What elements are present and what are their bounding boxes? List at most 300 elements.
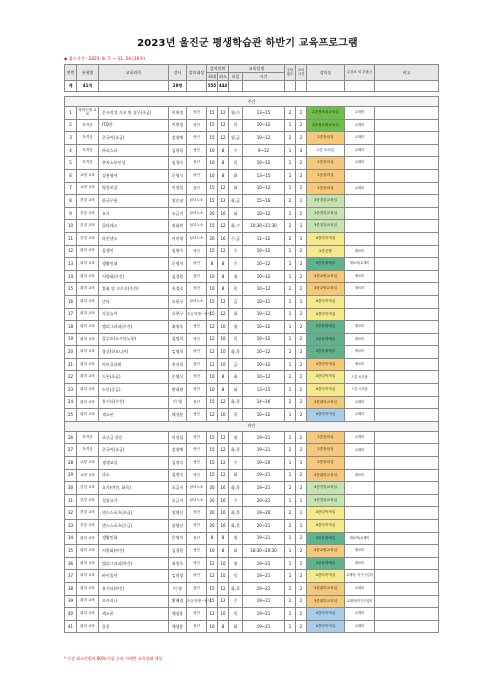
row-max: 12 [207, 570, 218, 583]
row-day: 목 [229, 157, 243, 170]
row-note [375, 182, 439, 195]
row-no: 28 [65, 457, 77, 470]
row-fee: 재료비 [345, 469, 375, 482]
row-hours: 2 [296, 333, 307, 346]
row-fee: 교재비 [345, 107, 375, 120]
row-min: 12 [218, 220, 229, 233]
row-note [375, 620, 439, 633]
row-name: 난타 [99, 295, 169, 308]
row-fee: 드론 소모품 [345, 384, 375, 397]
row-hours: 3 [296, 144, 307, 157]
row-no: 35 [65, 545, 77, 558]
row-type: 취미 교육 [77, 396, 99, 409]
row-target: 성인 [187, 396, 207, 409]
row-room: 4층다목적실 [307, 620, 345, 633]
row-hours: 2 [296, 283, 307, 296]
row-weekly: 1 [285, 144, 296, 157]
row-day: 화 [229, 182, 243, 195]
row-name: 다도 [99, 469, 169, 482]
row-day: 화,금 [229, 195, 243, 208]
row-time: 14~16 [243, 396, 285, 409]
row-max: 15 [207, 469, 218, 482]
program-table [64, 64, 439, 633]
row-note [375, 333, 439, 346]
row-day: 화 [229, 620, 243, 633]
row-weekly: 1 [285, 608, 296, 621]
row-day: 화 [229, 384, 243, 397]
row-target: 성인 [187, 346, 207, 359]
row-day: 목 [229, 570, 243, 583]
row-note [375, 371, 439, 384]
row-target: 남녀노소 [187, 195, 207, 208]
row-type: 취미 교육 [77, 308, 99, 321]
row-teacher: 이 영 [169, 582, 187, 595]
row-type: 취미 교육 [77, 295, 99, 308]
header-type: 유형별 [77, 65, 99, 81]
row-min: 8 [218, 157, 229, 170]
row-target: 성인 [187, 333, 207, 346]
row-fee: 교재비 [345, 182, 375, 195]
row-weekly: 1 [285, 169, 296, 182]
row-day: 화,목 [229, 346, 243, 359]
row-hours: 1 [296, 295, 307, 308]
row-time: 10~12 [243, 258, 285, 271]
row-type: 취미 교육 [77, 321, 99, 334]
row-teacher: 이미영 [169, 232, 187, 245]
row-teacher: 문영식 [169, 169, 187, 182]
row-fee: 교재비 [345, 144, 375, 157]
row-max: 15 [207, 195, 218, 208]
row-name: 생활민화 [99, 258, 169, 271]
row-no: 9 [65, 207, 77, 220]
day-rows [65, 107, 439, 422]
row-teacher: 오금지 [169, 482, 187, 495]
row-room: 2층강의실 [307, 132, 345, 145]
page-title: 2023년 울진군 평생학습관 하반기 교육프로그램 [137, 38, 358, 49]
row-time: 10~12 [243, 245, 285, 258]
row-name: 휴화 및 크로키(주간) [99, 283, 169, 296]
row-max: 12 [207, 358, 218, 371]
row-max: 15 [207, 107, 218, 120]
row-fee: 재료비 [345, 358, 375, 371]
row-type: 취미 교육 [77, 595, 99, 608]
row-hours: 2 [296, 396, 307, 409]
table-row [65, 333, 439, 346]
table-row [65, 396, 439, 409]
row-note [375, 482, 439, 495]
row-time: 19~21 [243, 595, 285, 608]
row-time: 19~21 [243, 482, 285, 495]
table-row [65, 494, 439, 507]
row-hours: 1 [296, 195, 307, 208]
table-row [65, 545, 439, 558]
row-fee: 재료비/교재비 [345, 258, 375, 271]
row-room: 3층취미교육실 [307, 396, 345, 409]
row-no: 23 [65, 384, 77, 397]
row-weekly: 1 [285, 258, 296, 271]
row-room: 2층공방 [307, 245, 345, 258]
row-time: 10~12 [243, 270, 285, 283]
row-no: 5 [65, 157, 77, 170]
row-min: 8 [218, 532, 229, 545]
row-teacher: 최정욱 [169, 321, 187, 334]
row-time: 9~12 [243, 144, 285, 157]
row-max: 15 [207, 396, 218, 409]
row-max: 8 [207, 532, 218, 545]
row-type: 건강 교육 [77, 220, 99, 233]
row-teacher: 오현구 [169, 295, 187, 308]
row-type: 취미 교육 [77, 270, 99, 283]
row-note [375, 283, 439, 296]
row-weekly: 2 [285, 444, 296, 457]
row-fee [345, 482, 375, 495]
row-hours: 2 [296, 371, 307, 384]
row-min: 16 [218, 232, 229, 245]
row-weekly: 1 [285, 545, 296, 558]
table-row [65, 258, 439, 271]
row-teacher: 장향매 [169, 444, 187, 457]
row-no: 26 [65, 431, 77, 444]
row-hours: 1 [296, 520, 307, 533]
row-teacher: 채성용 [169, 409, 187, 422]
row-time: 19~21 [243, 532, 285, 545]
row-min: 16 [218, 520, 229, 533]
row-no: 34 [65, 532, 77, 545]
row-note [375, 532, 439, 545]
row-fee [345, 195, 375, 208]
row-name: 바리스타 [99, 144, 169, 157]
row-min: 12 [218, 431, 229, 444]
row-room: 3층취미교육실 [307, 582, 345, 595]
row-target: 성인 [187, 520, 207, 533]
section-night-row [65, 421, 439, 431]
row-hours: 2 [296, 270, 307, 283]
row-day: 화 [229, 207, 243, 220]
row-room: 1층 조리실 [307, 144, 345, 157]
row-max: 15 [207, 431, 218, 444]
row-target: 성인 [187, 358, 207, 371]
row-hours: 2 [296, 157, 307, 170]
row-target: 남녀노소 [187, 220, 207, 233]
row-teacher: 이 영 [169, 396, 187, 409]
row-time: 19~21 [243, 469, 285, 482]
footnote: * 수강 최소인원의 80% 이상 등록 시에만 교육강좌 개설 [64, 656, 163, 661]
row-max: 20 [207, 207, 218, 220]
table-row [65, 295, 439, 308]
row-note [375, 457, 439, 470]
header-weekly: 주당 횟수 [285, 65, 296, 81]
row-fee [345, 507, 375, 520]
row-target: 성인 [187, 469, 207, 482]
row-min: 8 [218, 371, 229, 384]
row-time: 19~20 [243, 507, 285, 520]
row-fee: 교재비, 악기구입비 [345, 570, 375, 583]
row-hours: 2 [296, 482, 307, 495]
row-min: 12 [218, 295, 229, 308]
row-hours: 1 [296, 507, 307, 520]
row-name: 라인댄스 [99, 232, 169, 245]
row-teacher: 이정섭 [169, 182, 187, 195]
row-hours: 2 [296, 132, 307, 145]
row-name: 문서작성 기초 및 실무(초급) [99, 107, 169, 120]
row-type: 자격증 [77, 119, 99, 132]
row-no: 19 [65, 333, 77, 346]
row-max: 15 [207, 308, 218, 321]
row-name: 창규(하모니카) [99, 346, 169, 359]
row-weekly: 1 [285, 371, 296, 384]
table-row [65, 321, 439, 334]
row-no: 38 [65, 582, 77, 595]
row-name: 통기타(야간) [99, 582, 169, 595]
table-row [65, 520, 439, 533]
row-room: 4층다목적실 [307, 608, 345, 621]
row-min: 12 [218, 195, 229, 208]
row-target: 남녀노소 [187, 207, 207, 220]
table-row [65, 283, 439, 296]
row-teacher: 박대현 [169, 384, 187, 397]
table-row [65, 409, 439, 422]
row-fee: 교재비 [345, 582, 375, 595]
row-max: 15 [207, 119, 218, 132]
row-fee: 재료비 [345, 557, 375, 570]
row-no: 32 [65, 507, 77, 520]
row-type: 자격증 [77, 132, 99, 145]
row-room: 3층문화예술 [307, 532, 345, 545]
row-target: 성인 [187, 620, 207, 633]
row-target: 성인 [187, 182, 207, 195]
night-rows [65, 431, 439, 633]
row-name: 사물놀이 [99, 308, 169, 321]
row-hours: 2 [296, 321, 307, 334]
row-note [375, 396, 439, 409]
row-room: 3층문화예술 [307, 321, 345, 334]
row-room: 2층강의실 [307, 182, 345, 195]
row-fee [345, 207, 375, 220]
header-schedule: 교육일정 [229, 65, 285, 73]
row-time: 10~12 [243, 333, 285, 346]
row-fee: 재료비 [345, 270, 375, 283]
row-hours: 2 [296, 582, 307, 595]
row-max: 10 [207, 371, 218, 384]
table-row [65, 595, 439, 608]
row-target: 성인 [187, 557, 207, 570]
row-note [375, 107, 439, 120]
row-note [375, 469, 439, 482]
row-name: 생생교실 [99, 457, 169, 470]
row-time: 19~21 [243, 557, 285, 570]
row-no: 21 [65, 358, 77, 371]
row-weekly: 2 [285, 507, 296, 520]
header-no: 연번 [65, 65, 77, 81]
row-teacher: 임영숙 [169, 245, 187, 258]
row-target: 성인 [187, 321, 207, 334]
row-name: 풍차소통인성 [99, 157, 169, 170]
row-teacher: 황혜경 [169, 595, 187, 608]
row-fee [345, 295, 375, 308]
row-weekly: 2 [285, 346, 296, 359]
row-no: 4 [65, 144, 77, 157]
row-fee: 교재비/악기구입비 [345, 595, 375, 608]
row-day: 목 [229, 608, 243, 621]
row-max: 15 [207, 220, 218, 233]
row-day: 화,목 [229, 444, 243, 457]
row-type: 건강 교육 [77, 195, 99, 208]
row-day: 화 [229, 371, 243, 384]
row-day: 목 [229, 283, 243, 296]
row-room: 4층다목적실 [307, 295, 345, 308]
row-note [375, 582, 439, 595]
row-room: 4층다목적실 [307, 371, 345, 384]
row-target: 성인 [187, 144, 207, 157]
row-weekly: 2 [285, 520, 296, 533]
row-fee [345, 169, 375, 182]
row-target: 성인 [187, 258, 207, 271]
row-room: 2층정보화교육실 [307, 107, 345, 120]
row-teacher: 이원정 [169, 119, 187, 132]
row-teacher: 이정섭 [169, 431, 187, 444]
row-weekly: 1 [285, 333, 296, 346]
row-no: 8 [65, 195, 77, 208]
row-no: 12 [65, 245, 77, 258]
row-teacher: 장향매 [169, 132, 187, 145]
row-note [375, 169, 439, 182]
row-no: 37 [65, 570, 77, 583]
row-room: 3층건강교육실 [307, 482, 345, 495]
row-min: 16 [218, 507, 229, 520]
row-time: 10:30~11:30 [243, 220, 285, 233]
row-max: 15 [207, 132, 218, 145]
row-type: 교양 교육 [77, 469, 99, 482]
row-weekly: 1 [285, 570, 296, 583]
row-hours: 2 [296, 358, 307, 371]
row-hours: 1 [296, 232, 307, 245]
row-note [375, 557, 439, 570]
row-room: 2층정보화교육실 [307, 119, 345, 132]
row-hours: 2 [296, 620, 307, 633]
table-row [65, 457, 439, 470]
row-room: 3층교양교육실 [307, 545, 345, 558]
header-max: 최대 [208, 73, 216, 79]
row-hours: 2 [296, 557, 307, 570]
row-target: 남녀노소 [187, 295, 207, 308]
row-room: 2층강의실 [307, 169, 345, 182]
row-type: 취미 교육 [77, 409, 99, 422]
row-day: 화 [229, 469, 243, 482]
row-target: 성인 [187, 270, 207, 283]
row-type: 취미 교육 [77, 283, 99, 296]
row-day: 월 [229, 557, 243, 570]
row-min: 12 [218, 582, 229, 595]
row-note [375, 119, 439, 132]
row-note [375, 507, 439, 520]
row-time: 20~21 [243, 494, 285, 507]
row-type: 취미 교육 [77, 245, 99, 258]
row-room: 3층문화예술 [307, 258, 345, 271]
row-note [375, 494, 439, 507]
total-label: 계 [65, 81, 77, 92]
row-room: 3층교양교육실 [307, 283, 345, 296]
row-type: 취미 교육 [77, 333, 99, 346]
row-max: 15 [207, 245, 218, 258]
row-min: 10 [218, 358, 229, 371]
row-time: 19~21 [243, 608, 285, 621]
row-target: 성인 [187, 371, 207, 384]
header-name: 교육과목 [99, 65, 169, 81]
row-type: 건강 교육 [77, 520, 99, 533]
row-weekly: 2 [285, 232, 296, 245]
row-weekly: 1 [285, 532, 296, 545]
row-target: 성인 [187, 444, 207, 457]
row-fee: 재료비 [345, 245, 375, 258]
row-no: 22 [65, 371, 77, 384]
row-weekly: 1 [285, 245, 296, 258]
row-weekly: 1 [285, 182, 296, 195]
row-fee: 교재비 [345, 620, 375, 633]
row-hours: 2 [296, 258, 307, 271]
row-day: 목 [229, 119, 243, 132]
row-time: 10~12 [243, 371, 285, 384]
row-no: 3 [65, 132, 77, 145]
section-day-label: 주간 [65, 97, 439, 107]
row-min: 8 [218, 270, 229, 283]
row-max: 15 [207, 444, 218, 457]
row-day: 금 [229, 358, 243, 371]
row-target: 성인 [187, 132, 207, 145]
row-time: 10~11 [243, 295, 285, 308]
total-teachers: 28명 [169, 81, 187, 92]
row-day: 월,수 [229, 107, 243, 120]
row-room: 3층취미교육실 [307, 595, 345, 608]
row-time: 11~12 [243, 232, 285, 245]
header-room: 강의실 [307, 65, 345, 81]
row-hours: 2 [296, 346, 307, 359]
row-no: 29 [65, 469, 77, 482]
row-hours: 2 [296, 431, 307, 444]
row-target: 성인 [187, 545, 207, 558]
row-room: 3층취미교육실 [307, 469, 345, 482]
header-enroll: 강의인원 [207, 65, 229, 73]
row-day: 화,목 [229, 482, 243, 495]
row-name: 실용영어 [99, 169, 169, 182]
row-type: 취미 교육 [77, 620, 99, 633]
row-max: 15 [207, 595, 218, 608]
row-day: 수,금 [229, 232, 243, 245]
row-day: 수 [229, 258, 243, 271]
row-time: 19~21 [243, 444, 285, 457]
row-max: 10 [207, 270, 218, 283]
row-fee [345, 494, 375, 507]
row-fee [345, 232, 375, 245]
row-note [375, 295, 439, 308]
row-time: 19~21 [243, 431, 285, 444]
row-no: 20 [65, 346, 77, 359]
row-day: 수 [229, 595, 243, 608]
row-target: 성인 [187, 409, 207, 422]
row-hours: 2 [296, 384, 307, 397]
row-name: 바이올린 [99, 570, 169, 583]
row-min: 8 [218, 144, 229, 157]
row-day: 화,목 [229, 507, 243, 520]
row-min: 10 [218, 557, 229, 570]
row-room: 3층교양교육실 [307, 270, 345, 283]
row-type: 건강 교육 [77, 207, 99, 220]
row-name: 플루트(소프라노통) [99, 333, 169, 346]
row-note [375, 545, 439, 558]
row-hours: 2 [296, 608, 307, 621]
row-name: 요가 [99, 207, 169, 220]
row-min: 8 [218, 258, 229, 271]
row-teacher: 임경숙 [169, 157, 187, 170]
